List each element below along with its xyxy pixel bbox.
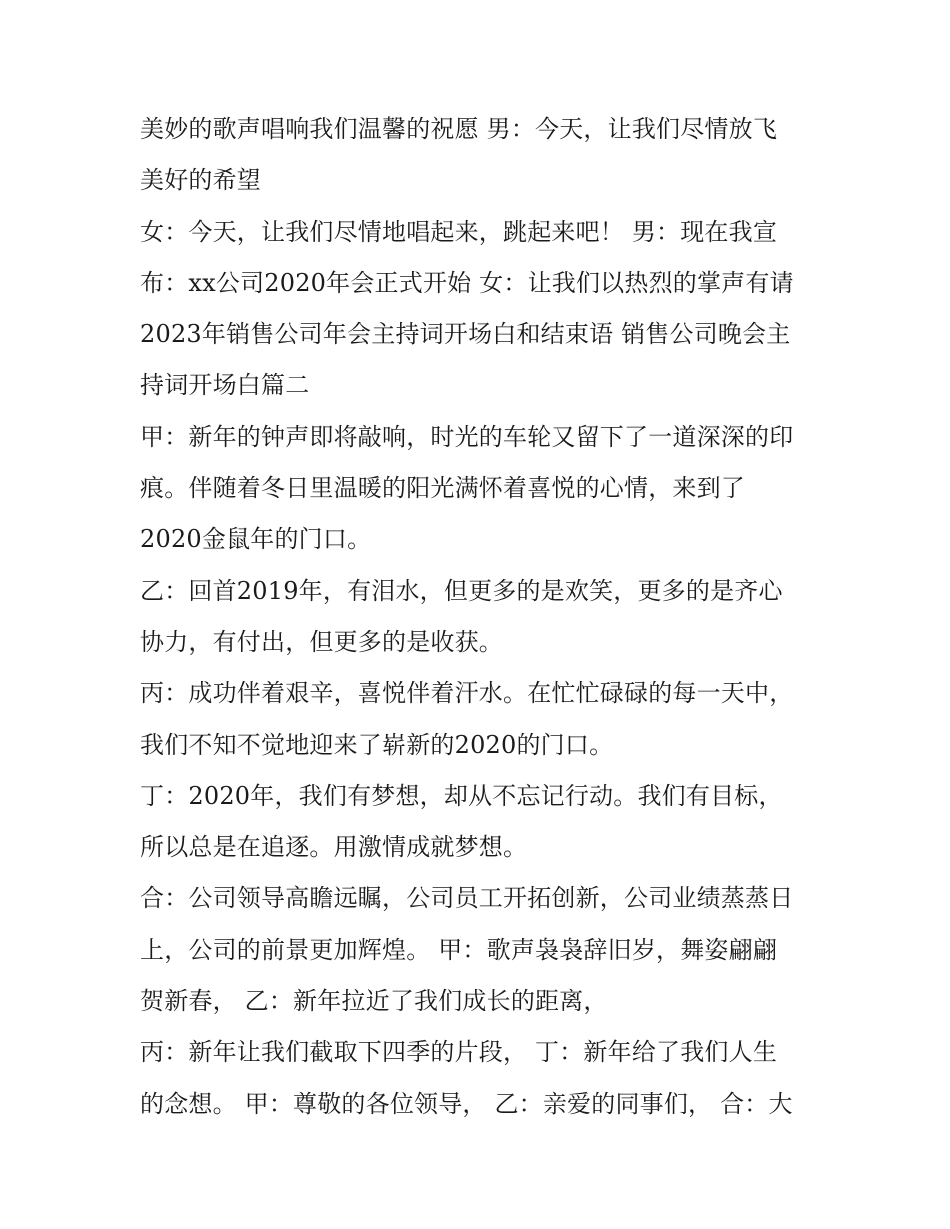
text-line: 2020金鼠年的门口。 (140, 525, 372, 554)
text-line: 乙：回首2019年，有泪水，但更多的是欢笑，更多的是齐心 (140, 576, 783, 605)
text-line: 丙：新年让我们截取下四季的片段， 丁：新年给了我们人生 (140, 1038, 778, 1067)
text-line: 贺新春， 乙：新年拉近了我们成长的距离， (140, 987, 608, 1016)
text-line: 痕。伴随着冬日里温暖的阳光满怀着喜悦的心情，来到了 (140, 474, 745, 503)
text-line: 2023年销售公司年会主持词开场白和结束语 销售公司晚会主 (140, 320, 791, 349)
text-line: 所以总是在追逐。用激情成就梦想。 (140, 833, 528, 862)
document-body (140, 104, 820, 1130)
text-line: 持词开场白篇二 (140, 371, 310, 400)
text-line: 我们不知不觉地迎来了崭新的2020的门口。 (140, 730, 614, 759)
text-line: 女：今天，让我们尽情地唱起来，跳起来吧！ 男：现在我宣 (140, 217, 778, 246)
text-line: 丁：2020年，我们有梦想，却从不忘记行动。我们有目标， (140, 781, 783, 810)
text-line: 协力，有付出，但更多的是收获。 (140, 627, 503, 656)
text-line: 上，公司的前景更加辉煌。 甲：歌声袅袅辞旧岁，舞姿翩翩 (140, 935, 778, 964)
text-line: 美好的希望 (140, 166, 261, 195)
text-line: 布：xx公司2020年会正式开始 女：让我们以热烈的掌声有请 (140, 268, 794, 297)
text-line: 丙：成功伴着艰辛，喜悦伴着汗水。在忙忙碌碌的每一天中， (140, 679, 794, 708)
text-line: 美妙的歌声唱响我们温馨的祝愿 男：今天，让我们尽情放飞 (140, 115, 778, 143)
text-line: 的念想。 甲：尊敬的各位领导， 乙：亲爱的同事们， 合：大 (140, 1089, 793, 1118)
text-line: 甲：新年的钟声即将敲响，时光的车轮又留下了一道深深的印 (140, 422, 794, 451)
text-line: 合：公司领导高瞻远瞩，公司员工开拓创新，公司业绩蒸蒸日 (140, 884, 794, 913)
